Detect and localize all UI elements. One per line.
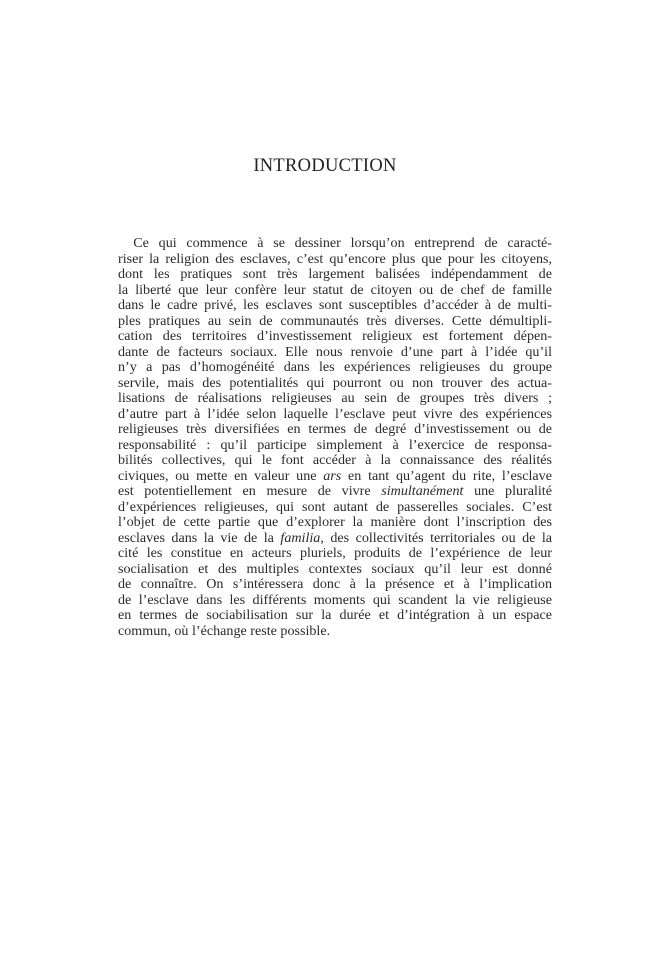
text-line: cité les constitue en acteurs pluriels, produits de l’expérience de leur: [118, 545, 552, 561]
text-segment: Ce qui commence à se dessiner lorsqu’on entreprend de caracté-: [133, 235, 552, 251]
text-line: responsabilité : qu’il participe simplement à l’exercice de responsa-: [118, 436, 552, 453]
text-line: en termes de sociabilisation sur la durée et d’intégration à un espace: [118, 607, 552, 623]
text-segment: en tant qu’agent du rite, l’esclave: [348, 467, 552, 484]
text-line: commun, où l’échange reste possible.: [118, 622, 331, 639]
body-paragraph: [118, 236, 552, 639]
text-line: cation des territoires d’investissement religieux est fortement dépen-: [118, 328, 552, 344]
text-line: la liberté que leur confère leur statut de citoyen ou de chef de famille: [118, 281, 552, 298]
text-line: [118, 531, 552, 547]
text-line: de connaître. On s’intéressera donc à la présence et à l’implication: [118, 576, 552, 592]
text-line: d’autre part à l’idée selon laquelle l’esclave peut vivre des expériences: [118, 405, 552, 422]
italic-term: familia: [280, 529, 321, 546]
text-line: riser la religion des esclaves, c’est qu’encore plus que pour les citoyens,: [118, 250, 552, 267]
text-line: ples pratiques au sein de communautés très diverses. Cette démultipli-: [118, 312, 552, 329]
text-segment: , des collectivités territoriales ou de la: [320, 529, 552, 546]
text-line: [118, 469, 552, 485]
text-segment: esclaves dans la vie de la: [118, 529, 274, 546]
italic-term: ars: [323, 467, 342, 484]
text-line: l’objet de cette partie que d’explorer la manière dont l’inscription des: [118, 514, 552, 530]
text-segment: une pluralité: [474, 483, 552, 499]
text-line: dante de facteurs sociaux. Elle nous renvoie d’une part à l’idée qu’il: [118, 343, 552, 360]
text-line: bilités collectives, qui le font accéder à la connaissance des réalités: [118, 452, 552, 468]
text-line: d’expériences religieuses, qui sont autant de passerelles sociales. C’est: [118, 498, 552, 515]
text-segment: civiques, ou mette en valeur une: [118, 467, 317, 484]
text-line: n’y a pas d’homogénéité dans les expériences religieuses du groupe: [118, 359, 552, 375]
text-line: lisations de réalisations religieuses au sein de groupes très divers ;: [118, 390, 552, 406]
text-line: servile, mais des potentialités qui pourront ou non trouver des actua-: [118, 374, 552, 391]
text-line: socialisation et des multiples contextes sociaux qu’il leur est donné: [118, 560, 552, 577]
text-line: dont les pratiques sont très largement balisées indépendamment de: [118, 266, 552, 282]
text-line: dans le cadre privé, les esclaves sont susceptibles d’accéder à de multi-: [118, 297, 552, 313]
chapter-title: INTRODUCTION: [253, 156, 397, 176]
text-line: de l’esclave dans les différents moments qui scandent la vie religieuse: [118, 591, 552, 608]
text-line: [118, 236, 552, 252]
italic-term: simultanément: [381, 483, 464, 499]
text-segment: est potentiellement en mesure de vivre: [118, 483, 371, 499]
text-line: religieuses très diversifiées en termes de degré d’investissement ou de: [118, 421, 552, 437]
text-line: [118, 484, 552, 500]
